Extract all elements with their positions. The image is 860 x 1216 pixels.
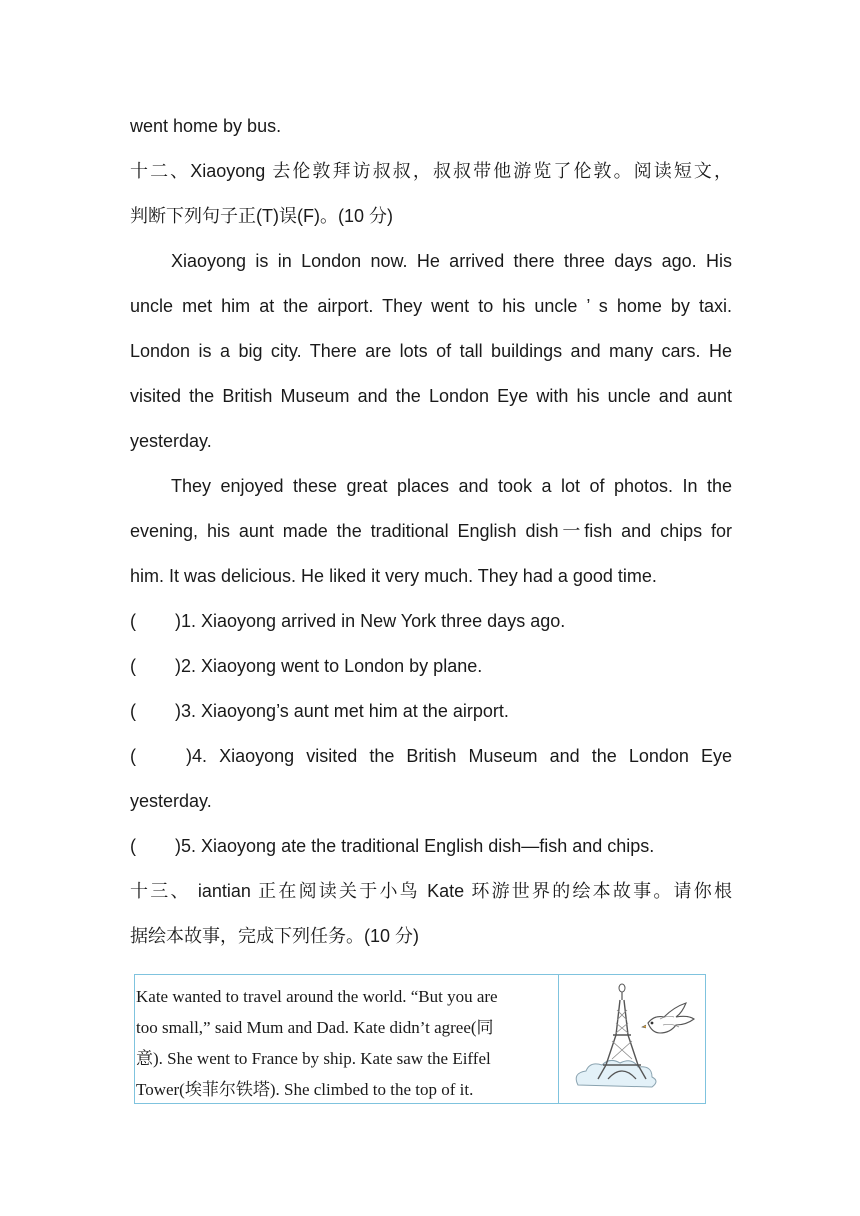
- answer-blank[interactable]: (: [130, 611, 136, 631]
- passage-line: Xiaoyong is in London now. He arrived there three days ago. His: [171, 251, 732, 271]
- passage-line: They enjoyed these great places and took a lot of photos. In the: [171, 476, 732, 496]
- question-5: ( )5. Xiaoyong ate the traditional English dish—fish and chips.: [130, 824, 732, 869]
- passage-line: London is a big city. There are lots of tall buildings and many cars. He: [130, 341, 732, 361]
- story-line: too small,” said Mum and Dad. Kate didn’t agree(同: [136, 1018, 494, 1037]
- question-1: ( )1. Xiaoyong arrived in New York three days ago.: [130, 599, 732, 644]
- story-line: Tower(埃菲尔铁塔). She climbed to the top of it.: [136, 1080, 474, 1099]
- picture-book-box: [134, 974, 706, 1104]
- question-text: 3. Xiaoyong’s aunt met him at the airport.: [181, 701, 509, 721]
- question-text: 4. Xiaoyong visited the British Museum and the London Eye: [192, 746, 732, 766]
- question-4-continued: yesterday.: [130, 791, 212, 811]
- passage-line: him. It was delicious. He liked it very much. They had a good time.: [130, 566, 657, 586]
- passage-line: visited the British Museum and the London Eye with his uncle and aunt: [130, 386, 732, 406]
- question-3: ( )3. Xiaoyong’s aunt met him at the airport.: [130, 689, 732, 734]
- text-line: went home by bus.: [130, 116, 282, 136]
- answer-blank[interactable]: (: [130, 701, 136, 721]
- section-13-instructions: 据绘本故事，完成下列任务。(10 分): [130, 926, 420, 946]
- question-text: 5. Xiaoyong ate the traditional English dish—fish and chips.: [181, 836, 655, 856]
- question-2: ( )2. Xiaoyong went to London by plane.: [130, 644, 732, 689]
- passage-line: uncle met him at the airport. They went to his uncle ’ s home by taxi.: [130, 296, 732, 316]
- eiffel-tower-icon: [560, 975, 705, 1103]
- section-13-heading: 十三、 iantian 正在阅读关于小鸟 Kate 环游世界的绘本故事。请你根: [130, 881, 732, 901]
- story-line: 意). She went to France by ship. Kate saw the Eiffel: [136, 1049, 491, 1068]
- section-12-heading: 十二、Xiaoyong 去伦敦拜访叔叔，叔叔带他游览了伦敦。阅读短文，: [130, 161, 732, 181]
- story-line: Kate wanted to travel around the world. “But you are: [136, 987, 498, 1006]
- eiffel-tower-bird-illustration: [560, 975, 705, 1103]
- question-4: ( )4. Xiaoyong visited the British Museum and the London Eye: [130, 734, 732, 779]
- answer-blank[interactable]: (: [130, 746, 136, 766]
- story-text: [135, 975, 559, 1103]
- passage-line: evening, his aunt made the traditional English dish一fish and chips for: [130, 521, 732, 541]
- answer-blank[interactable]: (: [130, 656, 136, 676]
- section-12-instructions: 判断下列句子正(T)误(F)。(10 分): [130, 206, 393, 226]
- question-text: 1. Xiaoyong arrived in New York three days ago.: [181, 611, 566, 631]
- question-text: 2. Xiaoyong went to London by plane.: [181, 656, 483, 676]
- answer-blank[interactable]: (: [130, 836, 136, 856]
- passage-line: yesterday.: [130, 431, 212, 451]
